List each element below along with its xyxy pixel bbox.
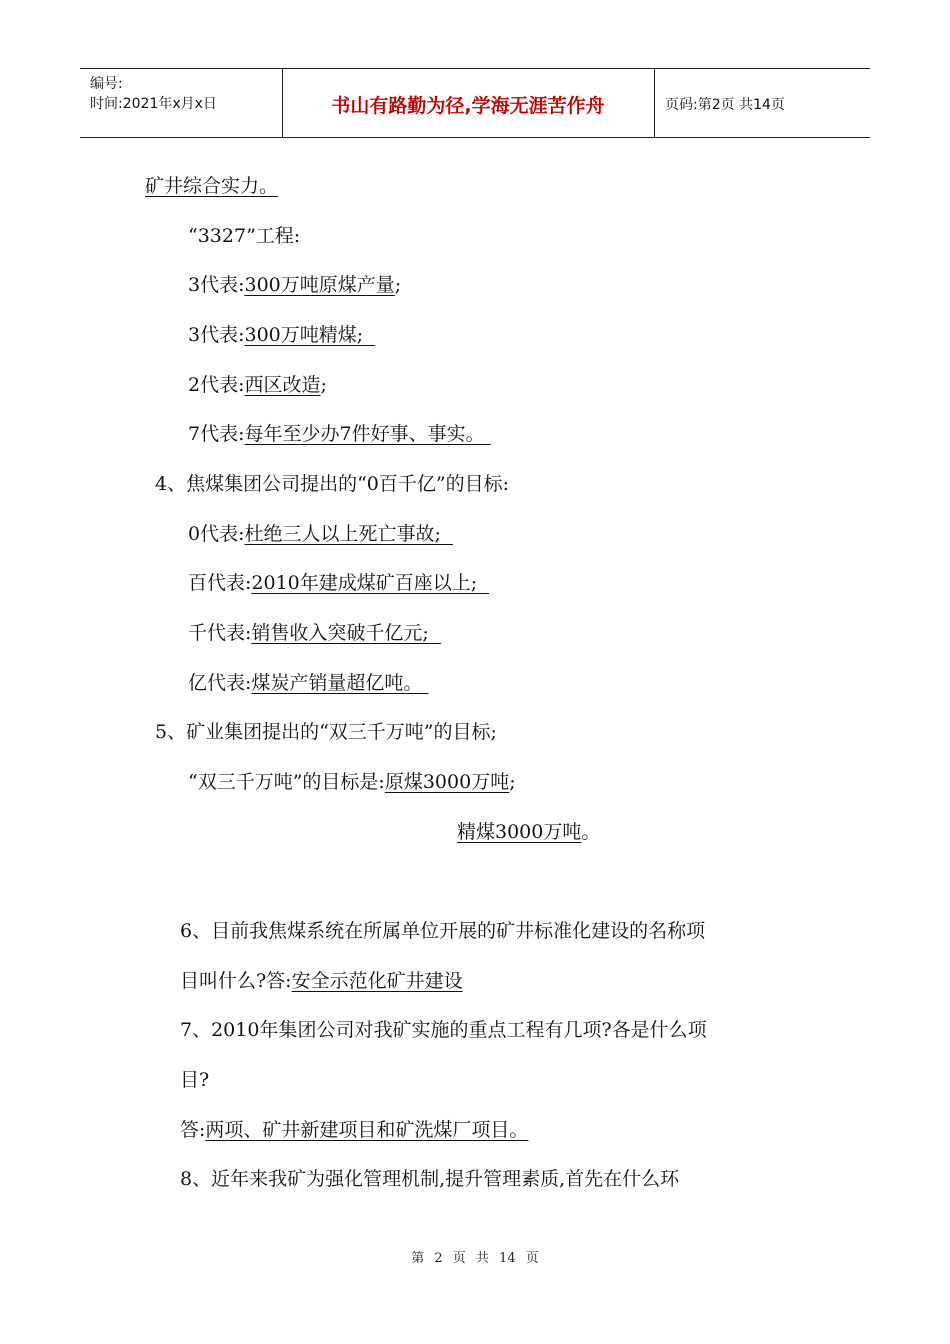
line-label: 亿代表: <box>188 672 252 694</box>
line-suffix: 。 <box>581 821 601 843</box>
line-suffix: ; <box>394 274 402 296</box>
text-line <box>188 522 453 546</box>
line-label: 千代表: <box>188 622 252 644</box>
line-label: 3代表: <box>188 274 245 296</box>
underlined-answer: 矿井综合实力。 <box>145 175 279 197</box>
line-label: 答: <box>180 1119 206 1141</box>
line-label: 2代表: <box>188 374 245 396</box>
underlined-answer: 杜绝三人以上死亡事故; <box>244 523 453 545</box>
underlined-answer: 300万吨原煤产量 <box>244 274 395 296</box>
text-line <box>457 820 600 844</box>
page-header <box>80 68 870 138</box>
line-label: “双三千万吨”的目标是: <box>188 771 385 793</box>
text-line <box>188 671 428 695</box>
underlined-answer: 300万吨精煤; <box>244 324 376 346</box>
underlined-answer: 精煤3000万吨 <box>457 821 582 843</box>
line-suffix: ; <box>320 374 327 396</box>
line-label: 百代表: <box>188 572 252 594</box>
question-line: 6、目前我焦煤系统在所属单位开展的矿井标准化建设的名称项 <box>180 920 706 942</box>
line-label: 7代表: <box>188 423 245 445</box>
question-line: 目? <box>180 1069 210 1091</box>
text-line: “3327”工程: <box>188 225 301 247</box>
question-line: 5、矿业集团提出的“双三千万吨”的目标; <box>155 721 497 743</box>
text-line <box>188 273 401 297</box>
text-line <box>188 373 327 397</box>
text-line <box>188 770 516 794</box>
line-label: 0代表: <box>188 523 245 545</box>
question-line: 7、2010年集团公司对我矿实施的重点工程有几项?各是什么项 <box>180 1019 707 1041</box>
underlined-answer: 2010年建成煤矿百座以上; <box>251 572 490 594</box>
header-meta-cell <box>80 69 283 137</box>
underlined-answer: 安全示范化矿井建设 <box>291 970 463 992</box>
underlined-answer: 销售收入突破千亿元; <box>251 622 441 644</box>
line-label: 3代表: <box>188 324 245 346</box>
page-footer: 第 2 页 共 14 页 <box>411 1251 539 1266</box>
text-line <box>188 621 441 645</box>
text-line <box>188 323 375 347</box>
question-line: 8、近年来我矿为强化管理机制,提升管理素质,首先在什么环 <box>180 1168 680 1190</box>
document-time-label: 时间:2021年x月x日 <box>90 96 217 112</box>
text-line <box>180 1118 528 1142</box>
document-number-label: 编号: <box>90 76 123 92</box>
text-line <box>188 571 489 595</box>
header-motto-cell <box>282 69 655 137</box>
text-line <box>188 422 491 446</box>
header-page-label: 页码:第2页 共14页 <box>665 97 785 113</box>
underlined-answer: 西区改造 <box>244 374 321 396</box>
underlined-answer: 每年至少办7件好事、事实。 <box>244 423 491 445</box>
underlined-answer: 两项、矿井新建项目和矿洗煤厂项目。 <box>205 1119 529 1141</box>
text-line <box>180 969 463 993</box>
underlined-answer: 煤炭产销量超亿吨。 <box>251 672 429 694</box>
line-suffix: ; <box>509 771 516 793</box>
text-line <box>145 174 278 198</box>
line-label: 目叫什么?答: <box>180 970 292 992</box>
header-motto: 书山有路勤为径,学海无涯苦作舟 <box>331 95 605 117</box>
header-page-cell <box>655 69 870 137</box>
question-line: 4、焦煤集团公司提出的“0百千亿”的目标: <box>155 473 510 495</box>
underlined-answer: 原煤3000万吨 <box>384 771 510 793</box>
